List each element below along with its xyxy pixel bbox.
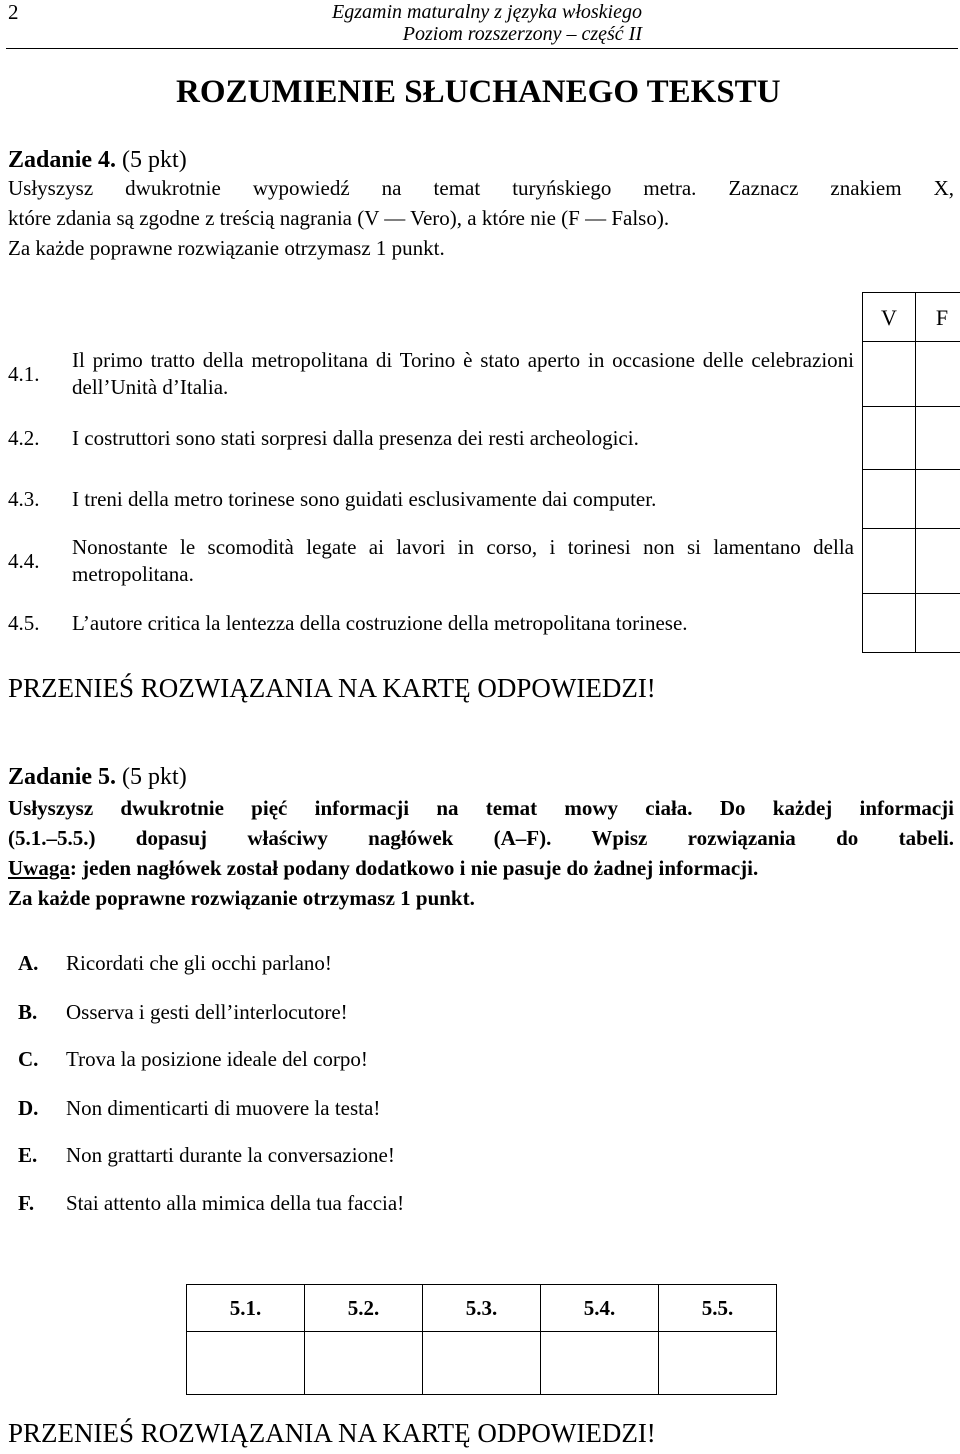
task5-note xyxy=(8,853,954,883)
answer-cell[interactable] xyxy=(187,1332,305,1395)
task4-instr-line1: Usłyszysz dwukrotnie wypowiedź na temat turyńskiego metra. Zaznacz znakiem X, xyxy=(8,176,954,200)
answer-box-v[interactable] xyxy=(863,594,916,653)
option-letter: A. xyxy=(18,951,39,975)
item-number: 4.2. xyxy=(8,425,40,450)
answer-box-f[interactable] xyxy=(916,529,960,594)
option-text: Non grattarti durante la conversazione! xyxy=(66,1143,395,1167)
exam-title: Egzamin maturalny z języka włoskiego xyxy=(332,1,642,23)
col-f-header: F xyxy=(916,293,960,342)
transfer-notice: PRZENIEŚ ROZWIĄZANIA NA KARTĘ ODPOWIEDZI! xyxy=(8,673,656,703)
option-text: Stai attento alla mimica della tua faccia! xyxy=(66,1191,405,1215)
item-statement: Nonostante le scomodità legate ai lavori in corso, i torinesi non si lamentano della metropolitana. xyxy=(72,535,854,586)
section-title: ROZUMIENIE SŁUCHANEGO TEKSTU xyxy=(176,74,781,110)
answer-box-v[interactable] xyxy=(863,342,916,407)
exam-level: Poziom rozszerzony – część II xyxy=(402,23,642,45)
answer-box-f[interactable] xyxy=(916,594,960,653)
task5-note-label: Uwaga xyxy=(8,856,70,880)
answer-cell[interactable] xyxy=(659,1332,777,1395)
option-text: Trova la posizione ideale del corpo! xyxy=(66,1047,368,1071)
page-number: 2 xyxy=(8,0,19,24)
option-letter: C. xyxy=(18,1047,39,1071)
item-statement: I treni della metro torinese sono guidati esclusivamente dai computer. xyxy=(72,486,657,511)
task4-title-label: Zadanie 4. xyxy=(8,147,117,173)
option-letter: D. xyxy=(18,1096,39,1120)
answer-box-f[interactable] xyxy=(916,407,960,470)
task4-points: (5 pkt) xyxy=(122,147,187,173)
task4-instructions xyxy=(8,173,954,263)
item-statement: I costruttori sono stati sorpresi dalla presenza dei resti archeologici. xyxy=(72,425,639,450)
task5-instructions xyxy=(8,793,954,913)
table-row xyxy=(8,470,960,529)
item-number: 4.4. xyxy=(8,548,40,573)
task5-instr-line2: (5.1.–5.5.) dopasuj właściwy nagłówek (A–F). Wpisz rozwiązania do tabeli. xyxy=(8,826,954,850)
table-row xyxy=(8,529,960,594)
task5-title xyxy=(8,762,187,792)
task4-instr-line3: Za każde poprawne rozwiązanie otrzymasz 1 punkt. xyxy=(8,236,445,260)
answer-cell[interactable] xyxy=(541,1332,659,1395)
answer-table xyxy=(186,1284,777,1395)
answer-box-v[interactable] xyxy=(863,529,916,594)
answer-box-f[interactable] xyxy=(916,342,960,407)
option-letter: B. xyxy=(18,1000,38,1024)
answer-header: 5.5. xyxy=(659,1285,777,1332)
true-false-table xyxy=(8,292,960,653)
table-row xyxy=(8,594,960,653)
answer-box-v[interactable] xyxy=(863,470,916,529)
answer-header: 5.4. xyxy=(541,1285,659,1332)
item-number: 4.1. xyxy=(8,361,40,386)
task5-instr-line1: Usłyszysz dwukrotnie pięć informacji na temat mowy ciała. Do każdej informacji xyxy=(8,796,954,820)
task5-instr-line4: Za każde poprawne rozwiązanie otrzymasz 1 punkt. xyxy=(8,886,475,910)
option-text: Ricordati che gli occhi parlano! xyxy=(66,951,332,975)
task4-instr-line2: które zdania są zgodne z treścią nagrania (V — Vero), a które nie (F — Falso). xyxy=(8,206,670,230)
answer-box-f[interactable] xyxy=(916,470,960,529)
header-rule xyxy=(6,48,958,49)
item-number: 4.3. xyxy=(8,486,40,511)
option-text: Osserva i gesti dell’interlocutore! xyxy=(66,1000,348,1024)
option-letter: F. xyxy=(18,1191,35,1215)
option-letter: E. xyxy=(18,1143,38,1167)
transfer-notice-bottom: PRZENIEŚ ROZWIĄZANIA NA KARTĘ ODPOWIEDZI! xyxy=(8,1418,656,1448)
answer-cell[interactable] xyxy=(423,1332,541,1395)
table-row xyxy=(8,407,960,470)
task5-points: (5 pkt) xyxy=(122,764,187,790)
option-text: Non dimenticarti di muovere la testa! xyxy=(66,1096,381,1120)
item-statement: L’autore critica la lentezza della costruzione della metropolitana torinese. xyxy=(72,610,688,635)
item-number: 4.5. xyxy=(8,610,40,635)
answer-cell[interactable] xyxy=(305,1332,423,1395)
answer-box-v[interactable] xyxy=(863,407,916,470)
answer-header: 5.1. xyxy=(187,1285,305,1332)
answer-header: 5.3. xyxy=(423,1285,541,1332)
table-row xyxy=(8,342,960,407)
task4-title xyxy=(8,145,187,175)
item-statement: Il primo tratto della metropolitana di Torino è stato aperto in occasione delle celebrazioni dell’Unità d’Italia. xyxy=(72,348,854,399)
answer-header: 5.2. xyxy=(305,1285,423,1332)
task5-note-text: : jeden nagłówek został podany dodatkowo i nie pasuje do żadnej informacji. xyxy=(69,856,759,880)
task5-title-label: Zadanie 5. xyxy=(8,764,117,790)
col-v-header: V xyxy=(863,293,916,342)
